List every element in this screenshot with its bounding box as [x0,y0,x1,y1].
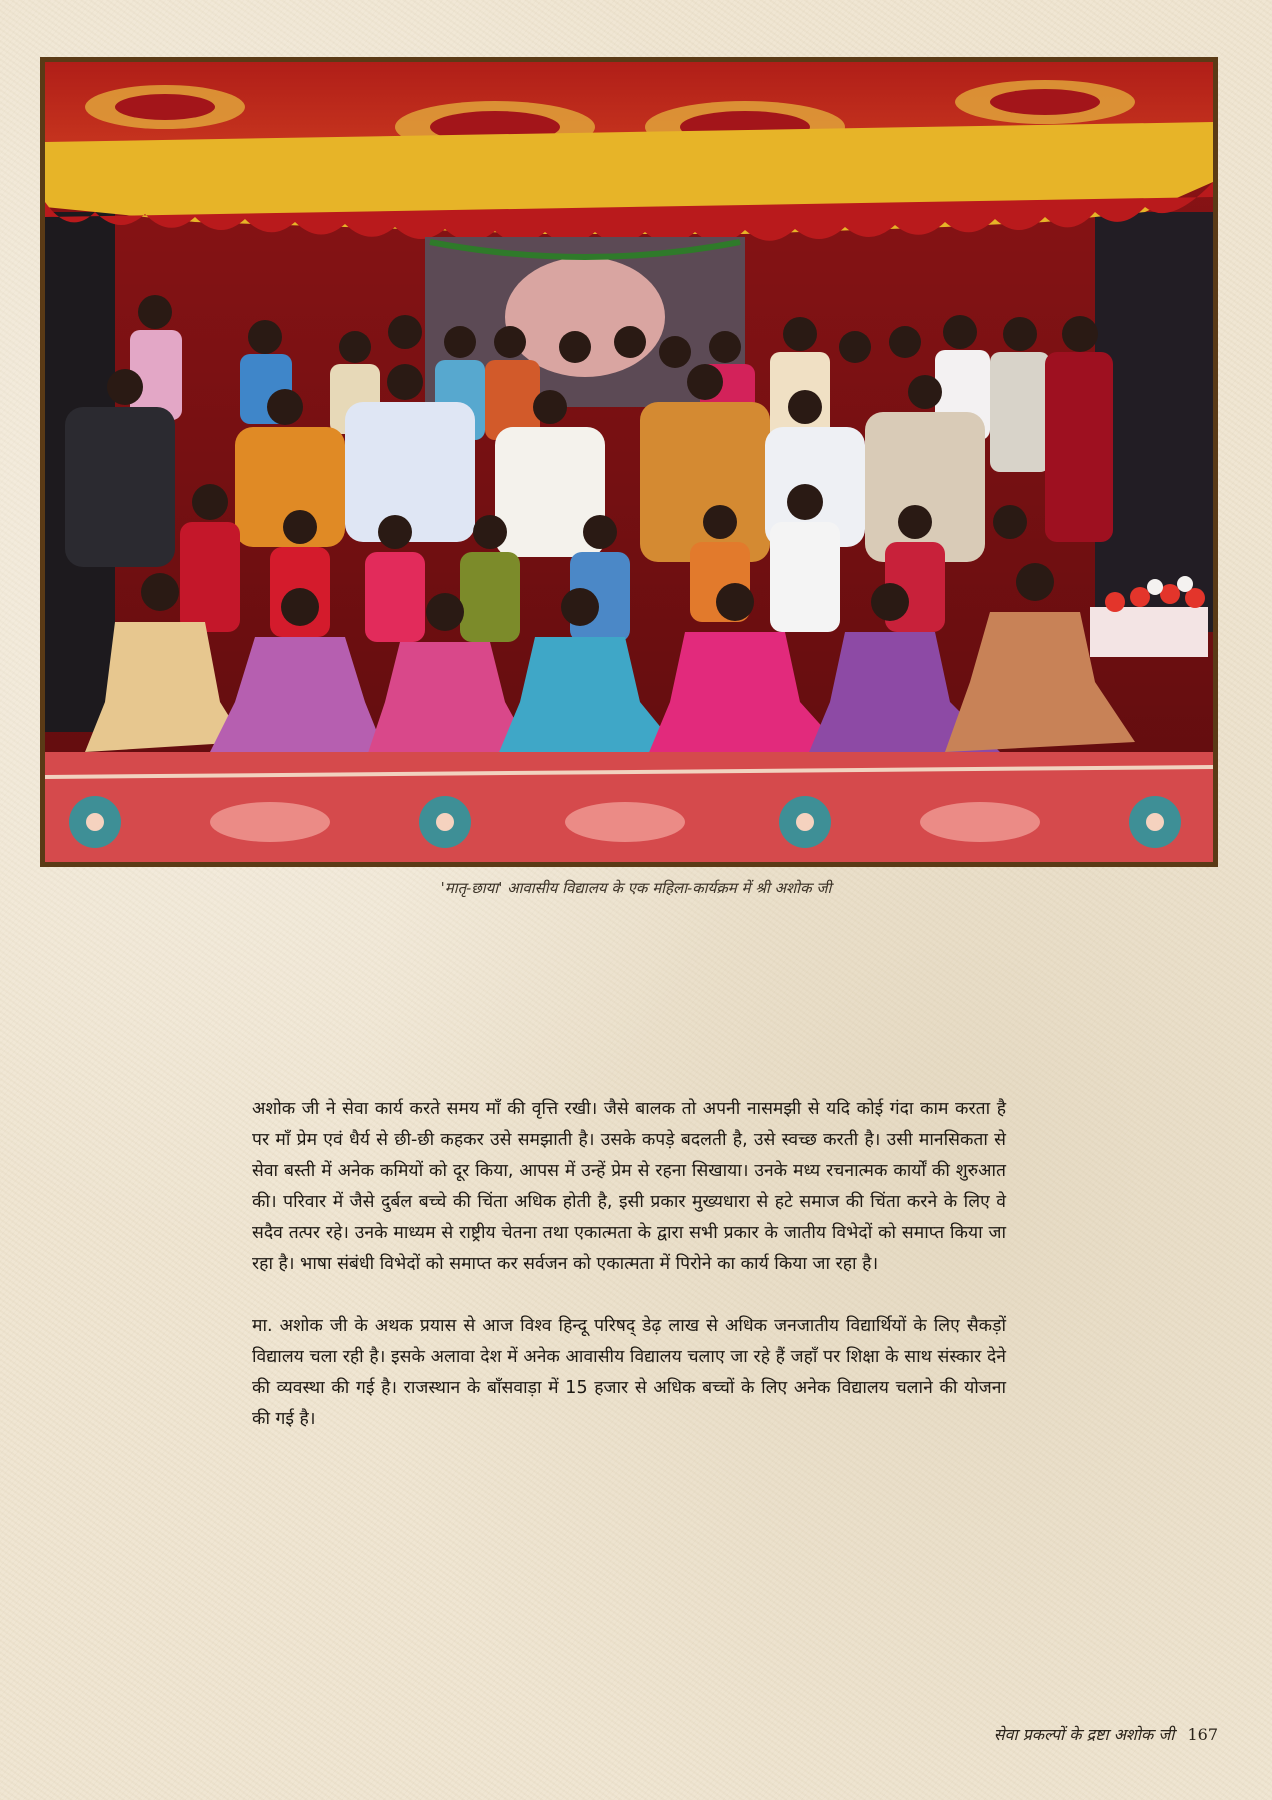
body-text [252,1094,1006,1466]
running-title: सेवा प्रकल्पों के द्रष्टा अशोक जी [993,1725,1175,1744]
paragraph: मा. अशोक जी के अथक प्रयास से आज विश्व हिन्दू परिषद् डेढ़ लाख से अधिक जनजातीय विद्यार्थियों के लिए सैकड़ों विद्यालय चला रही है। इसके अलावा देश में अनेक आवासीय विद्यालय चलाए जा रहे हैं जहाँ पर शिक्षा के साथ संस्कार देने की व्यवस्था की गई है। राजस्थान के बाँसवाड़ा में 15 हजार से अधिक बच्चों के लिए अनेक विद्यालय चलाने की योजना की गई है। [252,1316,1006,1429]
photo-caption: 'मातृ-छाया' आवासीय विद्यालय के एक महिला-कार्यक्रम में श्री अशोक जी [440,879,832,897]
paragraph: अशोक जी ने सेवा कार्य करते समय माँ की वृत्ति रखी। जैसे बालक तो अपनी नासमझी से यदि कोई गंदा काम करता है पर माँ प्रेम एवं धैर्य से छी-छी कहकर उसे समझाती है। उसके कपड़े बदलती है, उसे स्वच्छ करती है। उसी मानसिकता से सेवा बस्ती में अनेक कमियों को दूर किया, आपस में उन्हें प्रेम से रहना सिखाया। उनके मध्य रचनात्मक कार्यों की शुरुआत की। परिवार में जैसे दुर्बल बच्चे की चिंता अधिक होती है, इसी प्रकार मुख्यधारा से हटे समाज की चिंता करने के लिए वे सदैव तत्पर रहे। उनके माध्यम से राष्ट्रीय चेतना तथा एकात्मता के द्वारा सभी प्रकार के जातीय विभेदों को समाप्त किया जा रहा है। भाषा संबंधी विभेदों को समाप्त कर सर्वजन को एकात्मता में पिरोने का कार्य किया जा रहा है। [252,1099,1006,1274]
page-number: 167 [1187,1725,1218,1744]
group-photo [40,57,1218,867]
group-photo-image [45,62,1213,862]
page-footer [994,1723,1218,1745]
